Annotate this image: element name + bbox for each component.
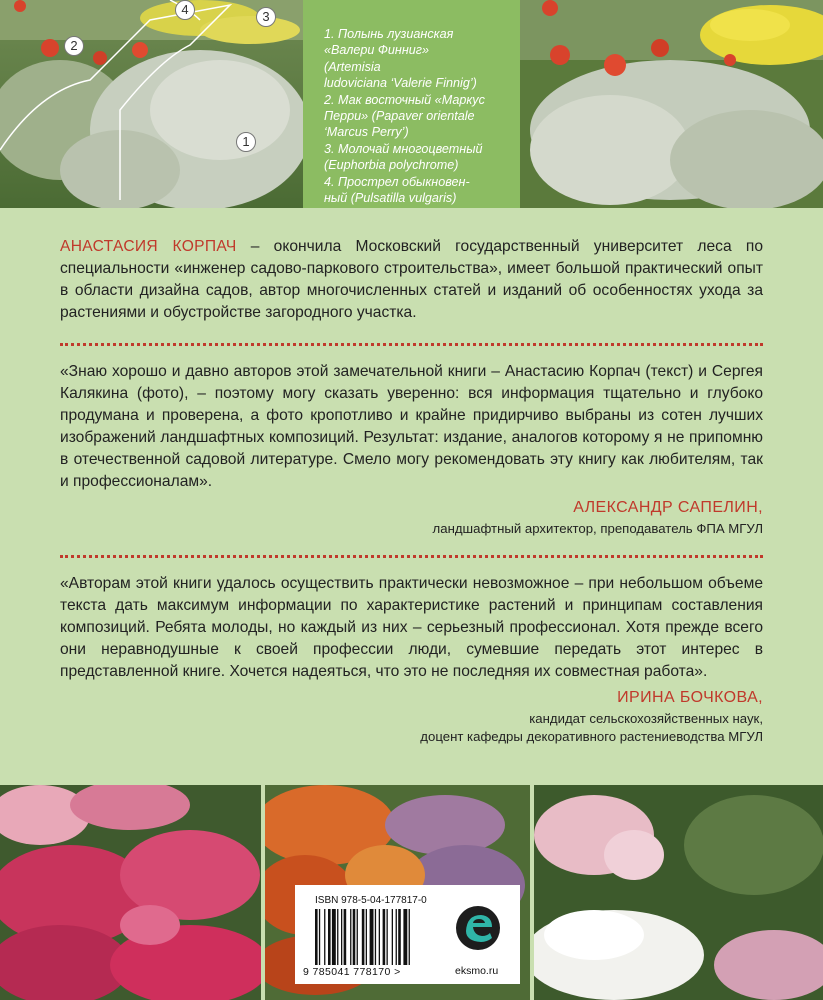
caption-line: 3. Молочай многоцветный: [324, 141, 483, 156]
photo-marker-2: 2: [64, 36, 84, 56]
barcode: [315, 909, 437, 965]
barcode-bar: [383, 909, 386, 965]
barcode-bar: [315, 909, 318, 965]
review-quote: «Знаю хорошо и давно авторов этой замечательной книги – Анастасию Корпач (текст) и Сергея Калякина (фото), – поэтому могу сказать уверенно: вся информация тщательно и глубоко продумана и проверена, а фото кропотливо и крайне придирчиво выбраны из сотен лучших изображений ландшафтных композиций. Результат: издание, аналогов которому я не припомню в отечественной садовой литературе. Смело могу рекомендовать эту книгу как любителям, так и профессионалам».: [60, 363, 763, 490]
barcode-bar: [353, 909, 356, 965]
barcode-bar: [319, 909, 320, 965]
dotted-divider: [60, 555, 763, 558]
barcode-bar: [332, 909, 336, 965]
barcode-bar: [379, 909, 380, 965]
caption-line: 4. Прострел обыкновен-: [324, 174, 470, 189]
reviewer-role: кандидат сельскохозяйственных наук,: [529, 711, 763, 726]
reviewer-name: ИРИНА БОЧКОВА,: [617, 689, 763, 706]
caption-line: ludoviciana ‘Valerie Finnig’): [324, 76, 477, 91]
barcode-bar: [409, 909, 410, 965]
review-quote: «Авторам этой книги удалось осуществить практически невозможное – при небольшом объеме текста дать максимум информации по характеристике растений и принципам составления композиций. Ребята молоды, но каждый из них – серьезный профессионал. Хотя прежде всего они неравнодушные к своей профессии люди, сумевшие передать этот интерес в представленной книге. Хочется надеяться, что это не последняя их совместная работа».: [60, 575, 763, 680]
caption-line: ‘Marcus Perry’): [324, 125, 409, 140]
author-bio-text: – окончила Московский государственный университет леса по специальности «инженер садово-паркового строительства», имеет большой практический опыт в области дизайна садов, автор многочисленных статей и изданий об особенностях ухода за растениями и обустройстве загородного участка.: [60, 238, 763, 321]
top-photo-strip: [0, 0, 823, 208]
caption-line: (Euphorbia polychrome): [324, 158, 459, 173]
barcode-bar: [344, 909, 347, 965]
back-cover-text: [60, 236, 763, 746]
barcode-bar: [398, 909, 401, 965]
eksmo-logo-icon: [455, 905, 501, 951]
barcode-bar: [324, 909, 325, 965]
barcode-bar: [366, 909, 367, 965]
caption-line: Перри» (Papaver orientale: [324, 109, 475, 124]
barcode-bar: [362, 909, 365, 965]
barcode-digits: 9 785041 778170 >: [303, 966, 401, 978]
barcode-bar: [328, 909, 331, 965]
author-name: АНАСТАСИЯ КОРПАЧ: [60, 238, 237, 255]
caption-line: ный (Pulsatilla vulgaris): [324, 191, 457, 206]
barcode-bar: [350, 909, 351, 965]
plant-caption-panel: [303, 0, 520, 208]
garden-photo-poppies: [520, 0, 823, 208]
barcode-bar: [403, 909, 407, 965]
isbn-number: ISBN 978-5-04-177817-0: [315, 895, 427, 906]
garden-photo-alyssum: [534, 785, 823, 1000]
dotted-divider: [60, 343, 763, 346]
barcode-bar: [341, 909, 342, 965]
barcode-bar: [392, 909, 393, 965]
barcode-bar: [375, 909, 376, 965]
garden-photo-artemisia: [0, 0, 303, 208]
reviewer-role: доцент кафедры декоративного растениеводства МГУЛ: [420, 729, 763, 744]
barcode-bar: [357, 909, 358, 965]
barcode-bar: [337, 909, 338, 965]
barcode-box: [295, 885, 520, 984]
photo-marker-4: 4: [175, 0, 195, 20]
barcode-bar: [370, 909, 374, 965]
author-bio: [60, 236, 763, 324]
reviewer-role: ландшафтный архитектор, преподаватель ФПА МГУЛ: [432, 521, 763, 536]
garden-photo-roses: [0, 785, 261, 1000]
caption-line: «Валери Финниг»: [324, 43, 429, 58]
caption-line: (Artemisia: [324, 59, 381, 74]
reviewer-name: АЛЕКСАНДР САПЕЛИН,: [573, 499, 763, 516]
barcode-bar: [396, 909, 397, 965]
publisher-url: eksmo.ru: [455, 965, 499, 977]
photo-marker-1: 1: [236, 132, 256, 152]
barcode-bar: [387, 909, 388, 965]
caption-line: 1. Полынь лузианская: [324, 27, 454, 41]
photo-marker-3: 3: [256, 7, 276, 27]
caption-line: 2. Мак восточный «Маркус: [324, 92, 485, 107]
